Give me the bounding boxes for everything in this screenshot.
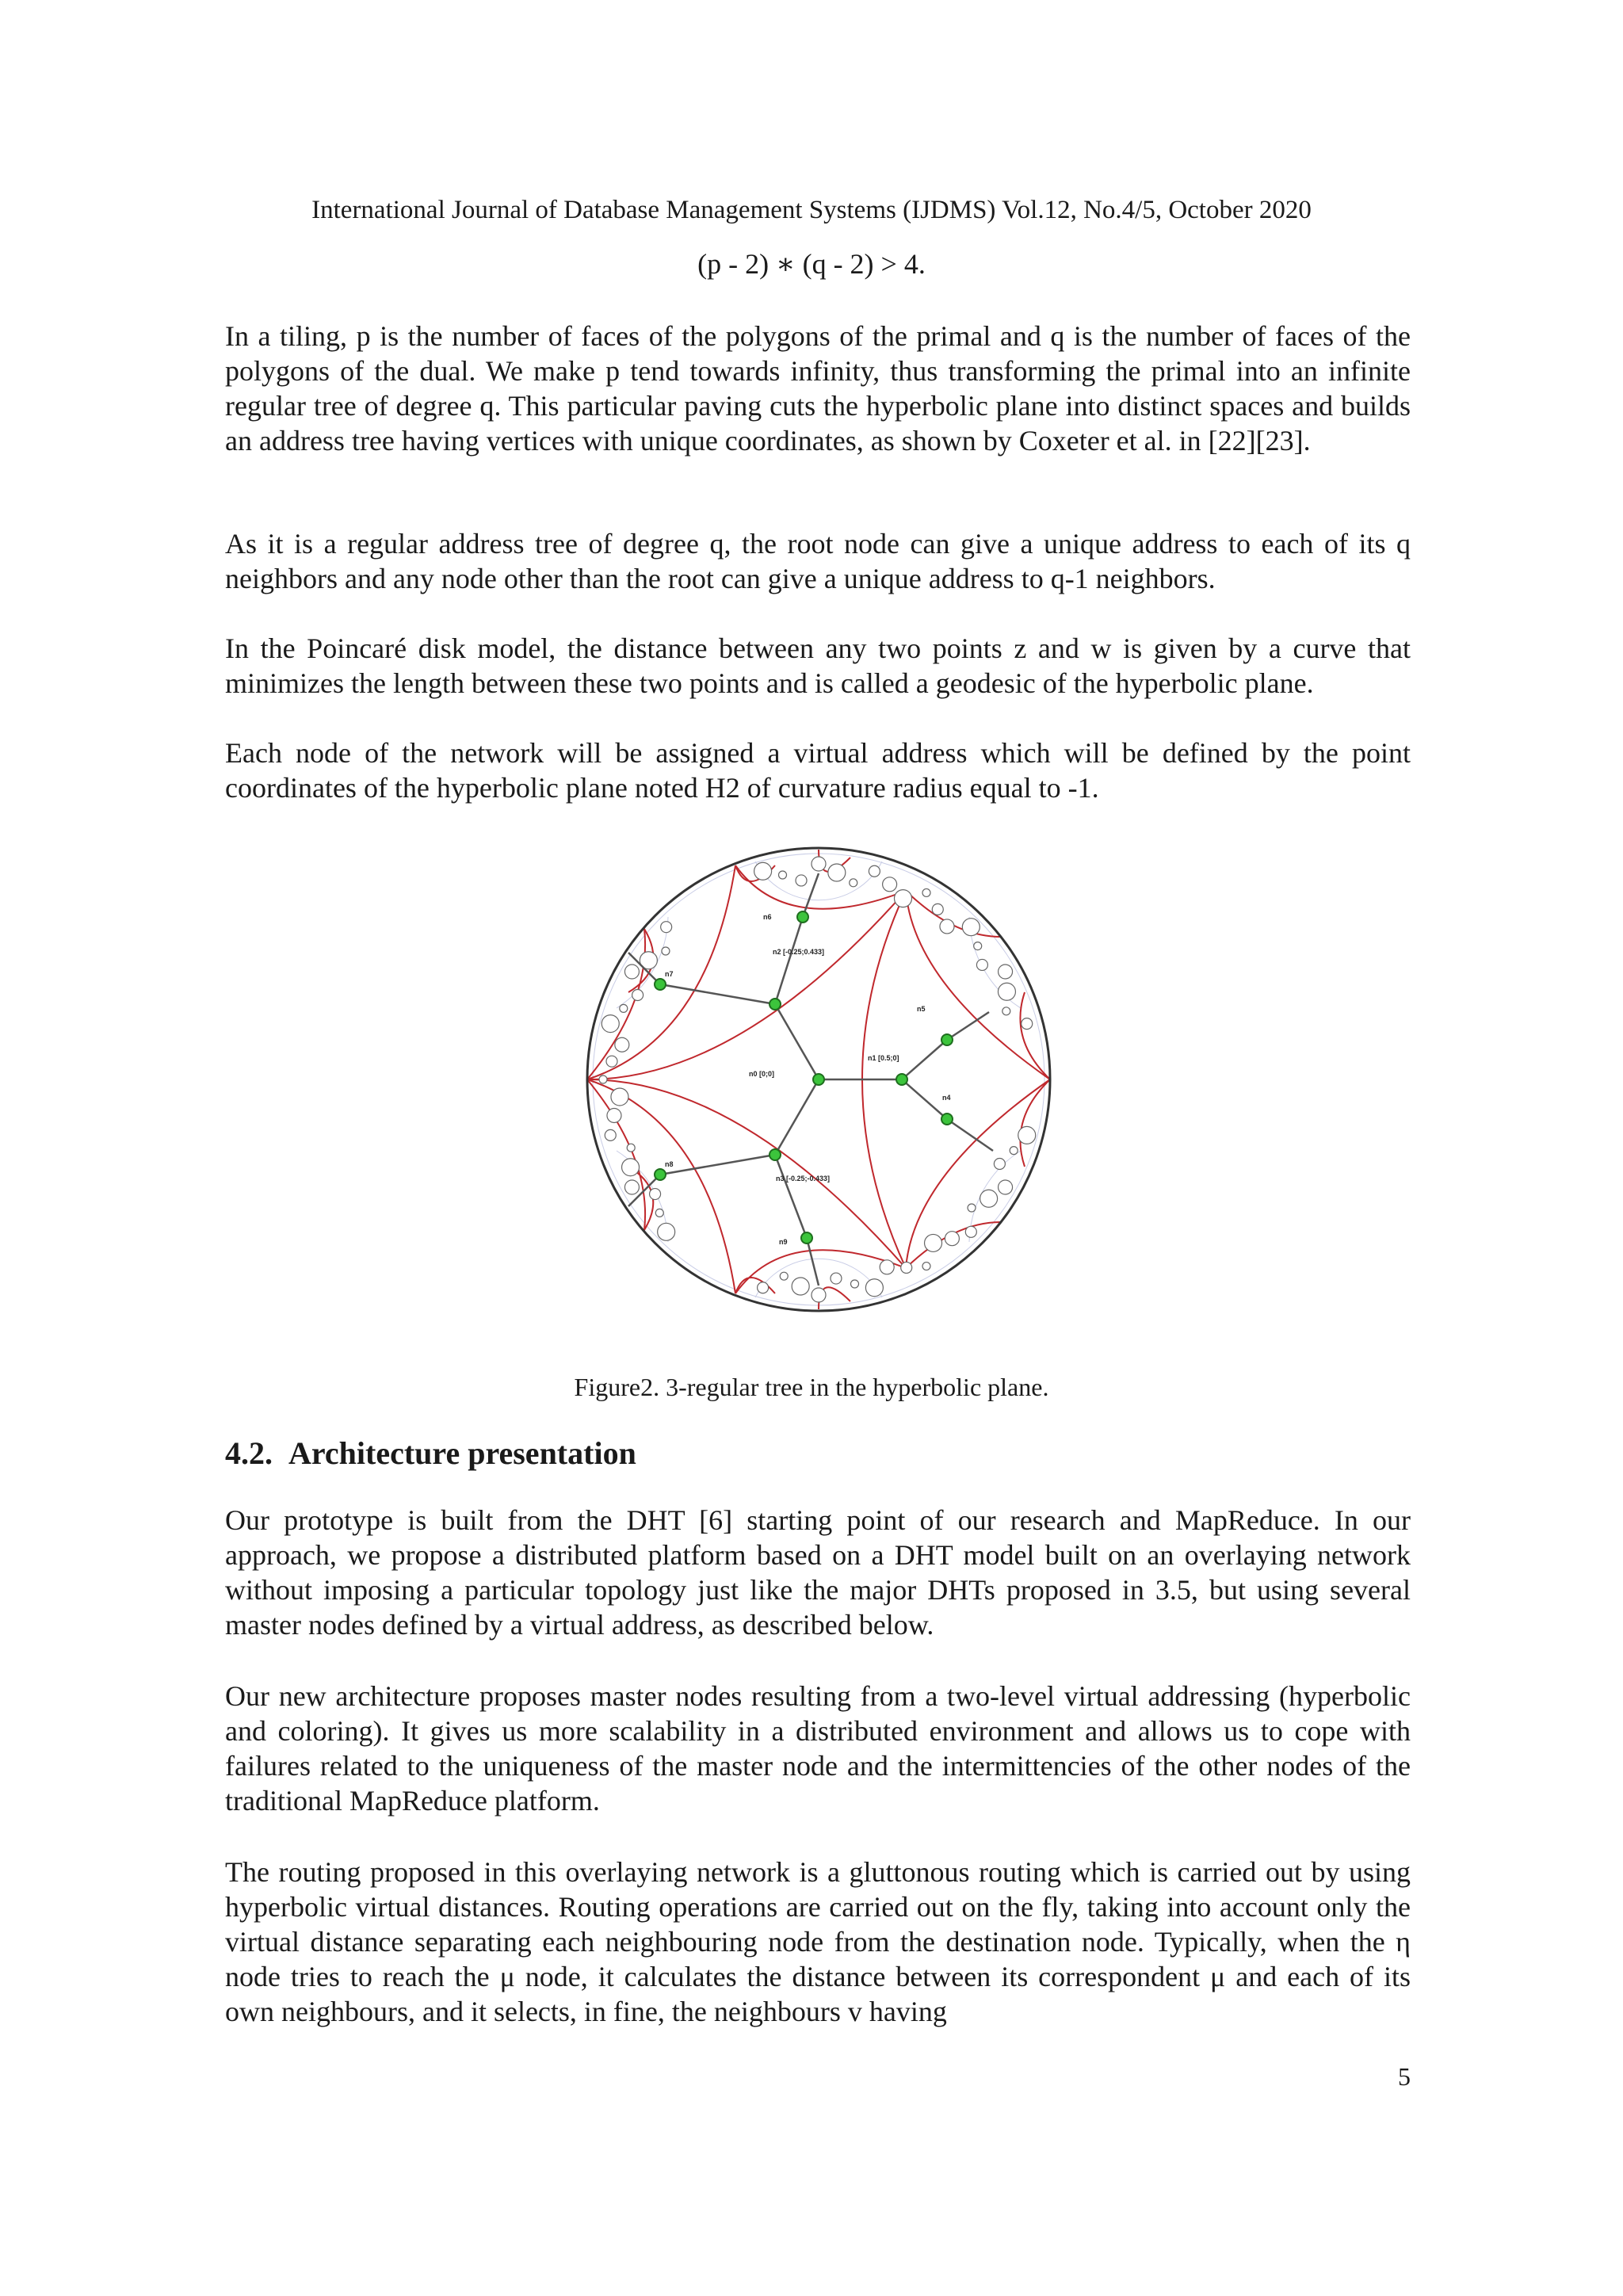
paragraph-new-architecture: Our new architecture proposes master nodes resulting from a two-level virtual addressing (hyperbolic and coloring). It gives us more scalability in a distributed environment and allows us to cope with failures related to the uniqueness of the master node and the intermittencies of the other nodes of the traditional MapReduce platform. (225, 1680, 1411, 1817)
boundary-cell (901, 1262, 912, 1273)
tree-node-n6 (797, 911, 808, 923)
geodesic-arc (587, 929, 645, 1079)
label-n8: n8 (665, 1160, 674, 1168)
label-n7: n7 (665, 970, 674, 978)
boundary-cell (624, 965, 639, 979)
boundary-cell (1010, 1147, 1018, 1155)
geodesic-arc (587, 891, 906, 1079)
boundary-cell (627, 1144, 635, 1152)
paragraph-virtual-address: Each node of the network will be assigned a virtual address which will be defined by the point coordinates of the hyperbolic plane noted H2 of curvature radius equal to -1. (225, 737, 1411, 804)
boundary-cell (980, 1190, 998, 1207)
boundary-cell (883, 877, 897, 892)
page-number: 5 (1398, 2062, 1411, 2091)
label-n6: n6 (763, 913, 772, 921)
section-heading (225, 1435, 636, 1473)
tree-edge (660, 984, 775, 1004)
tree-edge (660, 1155, 775, 1175)
section-number: 4.2. (225, 1435, 273, 1471)
boundary-cell (998, 983, 1015, 1000)
tree-node-n1 (896, 1074, 907, 1085)
boundary-cell (661, 922, 672, 933)
boundary-cell (932, 904, 943, 915)
tree-edge (902, 1079, 947, 1119)
tree-edge (775, 917, 803, 1004)
boundary-cell (658, 1223, 675, 1240)
tree-node-n4 (941, 1114, 953, 1125)
boundary-cell (850, 879, 857, 887)
boundary-cell (620, 1004, 628, 1012)
boundary-cell (962, 919, 980, 936)
label-n3: n3 [-0.25;-0.433] (776, 1175, 831, 1182)
tree-nodes (655, 911, 953, 1244)
boundary-cell (611, 1088, 628, 1106)
boundary-cell (758, 1282, 769, 1293)
running-header: International Journal of Database Management Systems (IJDMS) Vol.12, No.4/5, October 2020 (311, 196, 1312, 224)
label-n2: n2 [-0.25;0.433] (773, 948, 825, 956)
boundary-cell (796, 875, 807, 886)
boundary-cell (922, 1263, 930, 1270)
boundary-cell (869, 865, 880, 877)
paragraph-address-tree: As it is a regular address tree of degree q, the root node can give a unique address to each of its q neighbors and any node other than the root can give a unique address to q-1 neighbors. (225, 528, 1411, 594)
paragraph-prototype: Our prototype is built from the DHT [6] starting point of our research and MapReduce. In our approach, we propose a distributed platform based on a DHT model built on an overlaying network without imposing a particular topology just like the major DHTs proposed in 3.5, but using several master nodes defined by a virtual address, as described below. (225, 1504, 1411, 1641)
boundary-cell (940, 919, 954, 934)
boundary-cell (779, 871, 787, 879)
boundary-cell (606, 1056, 617, 1067)
boundary-cell (754, 862, 772, 880)
boundary-cell (655, 1209, 663, 1217)
boundary-cell (922, 888, 930, 896)
label-n4: n4 (942, 1094, 951, 1102)
boundary-cell (650, 1189, 661, 1200)
boundary-cell (662, 947, 670, 955)
boundary-cell (968, 1204, 976, 1212)
boundary-cell (831, 1273, 842, 1284)
paragraph-poincare-disk: In the Poincaré disk model, the distance between any two points z and w is given by a curve that minimizes the length between these two points and is called a geodesic of the hyperbolic plane. (225, 632, 1411, 699)
boundary-cell (850, 1280, 858, 1288)
boundary-cell (599, 1075, 607, 1083)
boundary-cell (880, 1260, 894, 1274)
label-n9: n9 (779, 1238, 788, 1246)
boundary-cell (622, 1159, 640, 1176)
tree-edge (807, 1238, 819, 1286)
boundary-cell (615, 1037, 629, 1052)
tree-node-n3 (769, 1149, 781, 1160)
inequality-equation: (p - 2) ∗ (q - 2) > 4. (697, 248, 926, 280)
boundary-cell (601, 1015, 619, 1033)
label-n5: n5 (917, 1005, 926, 1013)
boundary-cell (828, 864, 846, 881)
figure-caption: Figure2. 3-regular tree in the hyperbolic plane. (574, 1373, 1049, 1401)
tree-node-n8 (655, 1169, 666, 1180)
tree-edges (628, 873, 993, 1286)
tree-node-n2 (769, 999, 781, 1010)
boundary-cell (792, 1278, 809, 1295)
boundary-cell (974, 942, 982, 950)
label-n0: n0 [0;0] (749, 1070, 775, 1078)
hyperbolic-tree-figure (581, 842, 1056, 1317)
tree-edge (902, 1040, 947, 1079)
tree-edge (775, 1079, 819, 1155)
boundary-cell (1002, 1007, 1010, 1015)
boundary-cell (925, 1234, 942, 1251)
boundary-cell (812, 857, 826, 871)
boundary-cell (605, 1129, 616, 1140)
boundary-cell (812, 1288, 826, 1302)
boundary-cell (780, 1272, 788, 1280)
boundary-cell (632, 990, 643, 1001)
boundary-cell (1018, 1126, 1036, 1144)
boundary-cell (945, 1232, 959, 1246)
boundary-cell (1022, 1018, 1033, 1030)
boundary-cell (894, 890, 911, 907)
label-n1: n1 [0.5;0] (868, 1054, 899, 1062)
geodesic-arc (587, 865, 735, 1079)
boundary-cell (999, 965, 1013, 979)
boundary-cell (865, 1279, 883, 1297)
boundary-cell (999, 1180, 1013, 1194)
tree-node-n5 (941, 1034, 953, 1045)
section-title: Architecture presentation (288, 1435, 636, 1471)
tree-node-n0 (813, 1074, 824, 1085)
paragraph-tiling: In a tiling, p is the number of faces of the polygons of the primal and q is the number of faces of the polygons of the dual. We make p tend towards infinity, thus transforming the primal into an infinite regular tree of degree q. This particular paving cuts the hyperbolic plane into distinct spaces and builds an address tree having vertices with unique coordinates, as shown by Coxeter et al. in [22][23]. (225, 320, 1411, 457)
tree-node-n9 (801, 1232, 812, 1244)
boundary-cell (624, 1180, 639, 1194)
boundary-cell (976, 959, 987, 970)
tree-node-n7 (655, 979, 666, 990)
tree-edge (775, 1004, 819, 1079)
boundary-cell (607, 1108, 621, 1122)
boundary-cell (994, 1158, 1005, 1169)
paragraph-routing: The routing proposed in this overlaying network is a gluttonous routing which is carried out by using hyperbolic virtual distances. Routing operations are carried out on the fly, taking into account only the virtual distance separating each neighbouring node from the destination node. Typically, when the η node tries to reach the μ node, it calculates the distance between its correspondent μ and each of its own neighbours, and it selects, in fine, the neighbours v having (225, 1856, 1411, 2027)
boundary-cell (965, 1226, 976, 1237)
